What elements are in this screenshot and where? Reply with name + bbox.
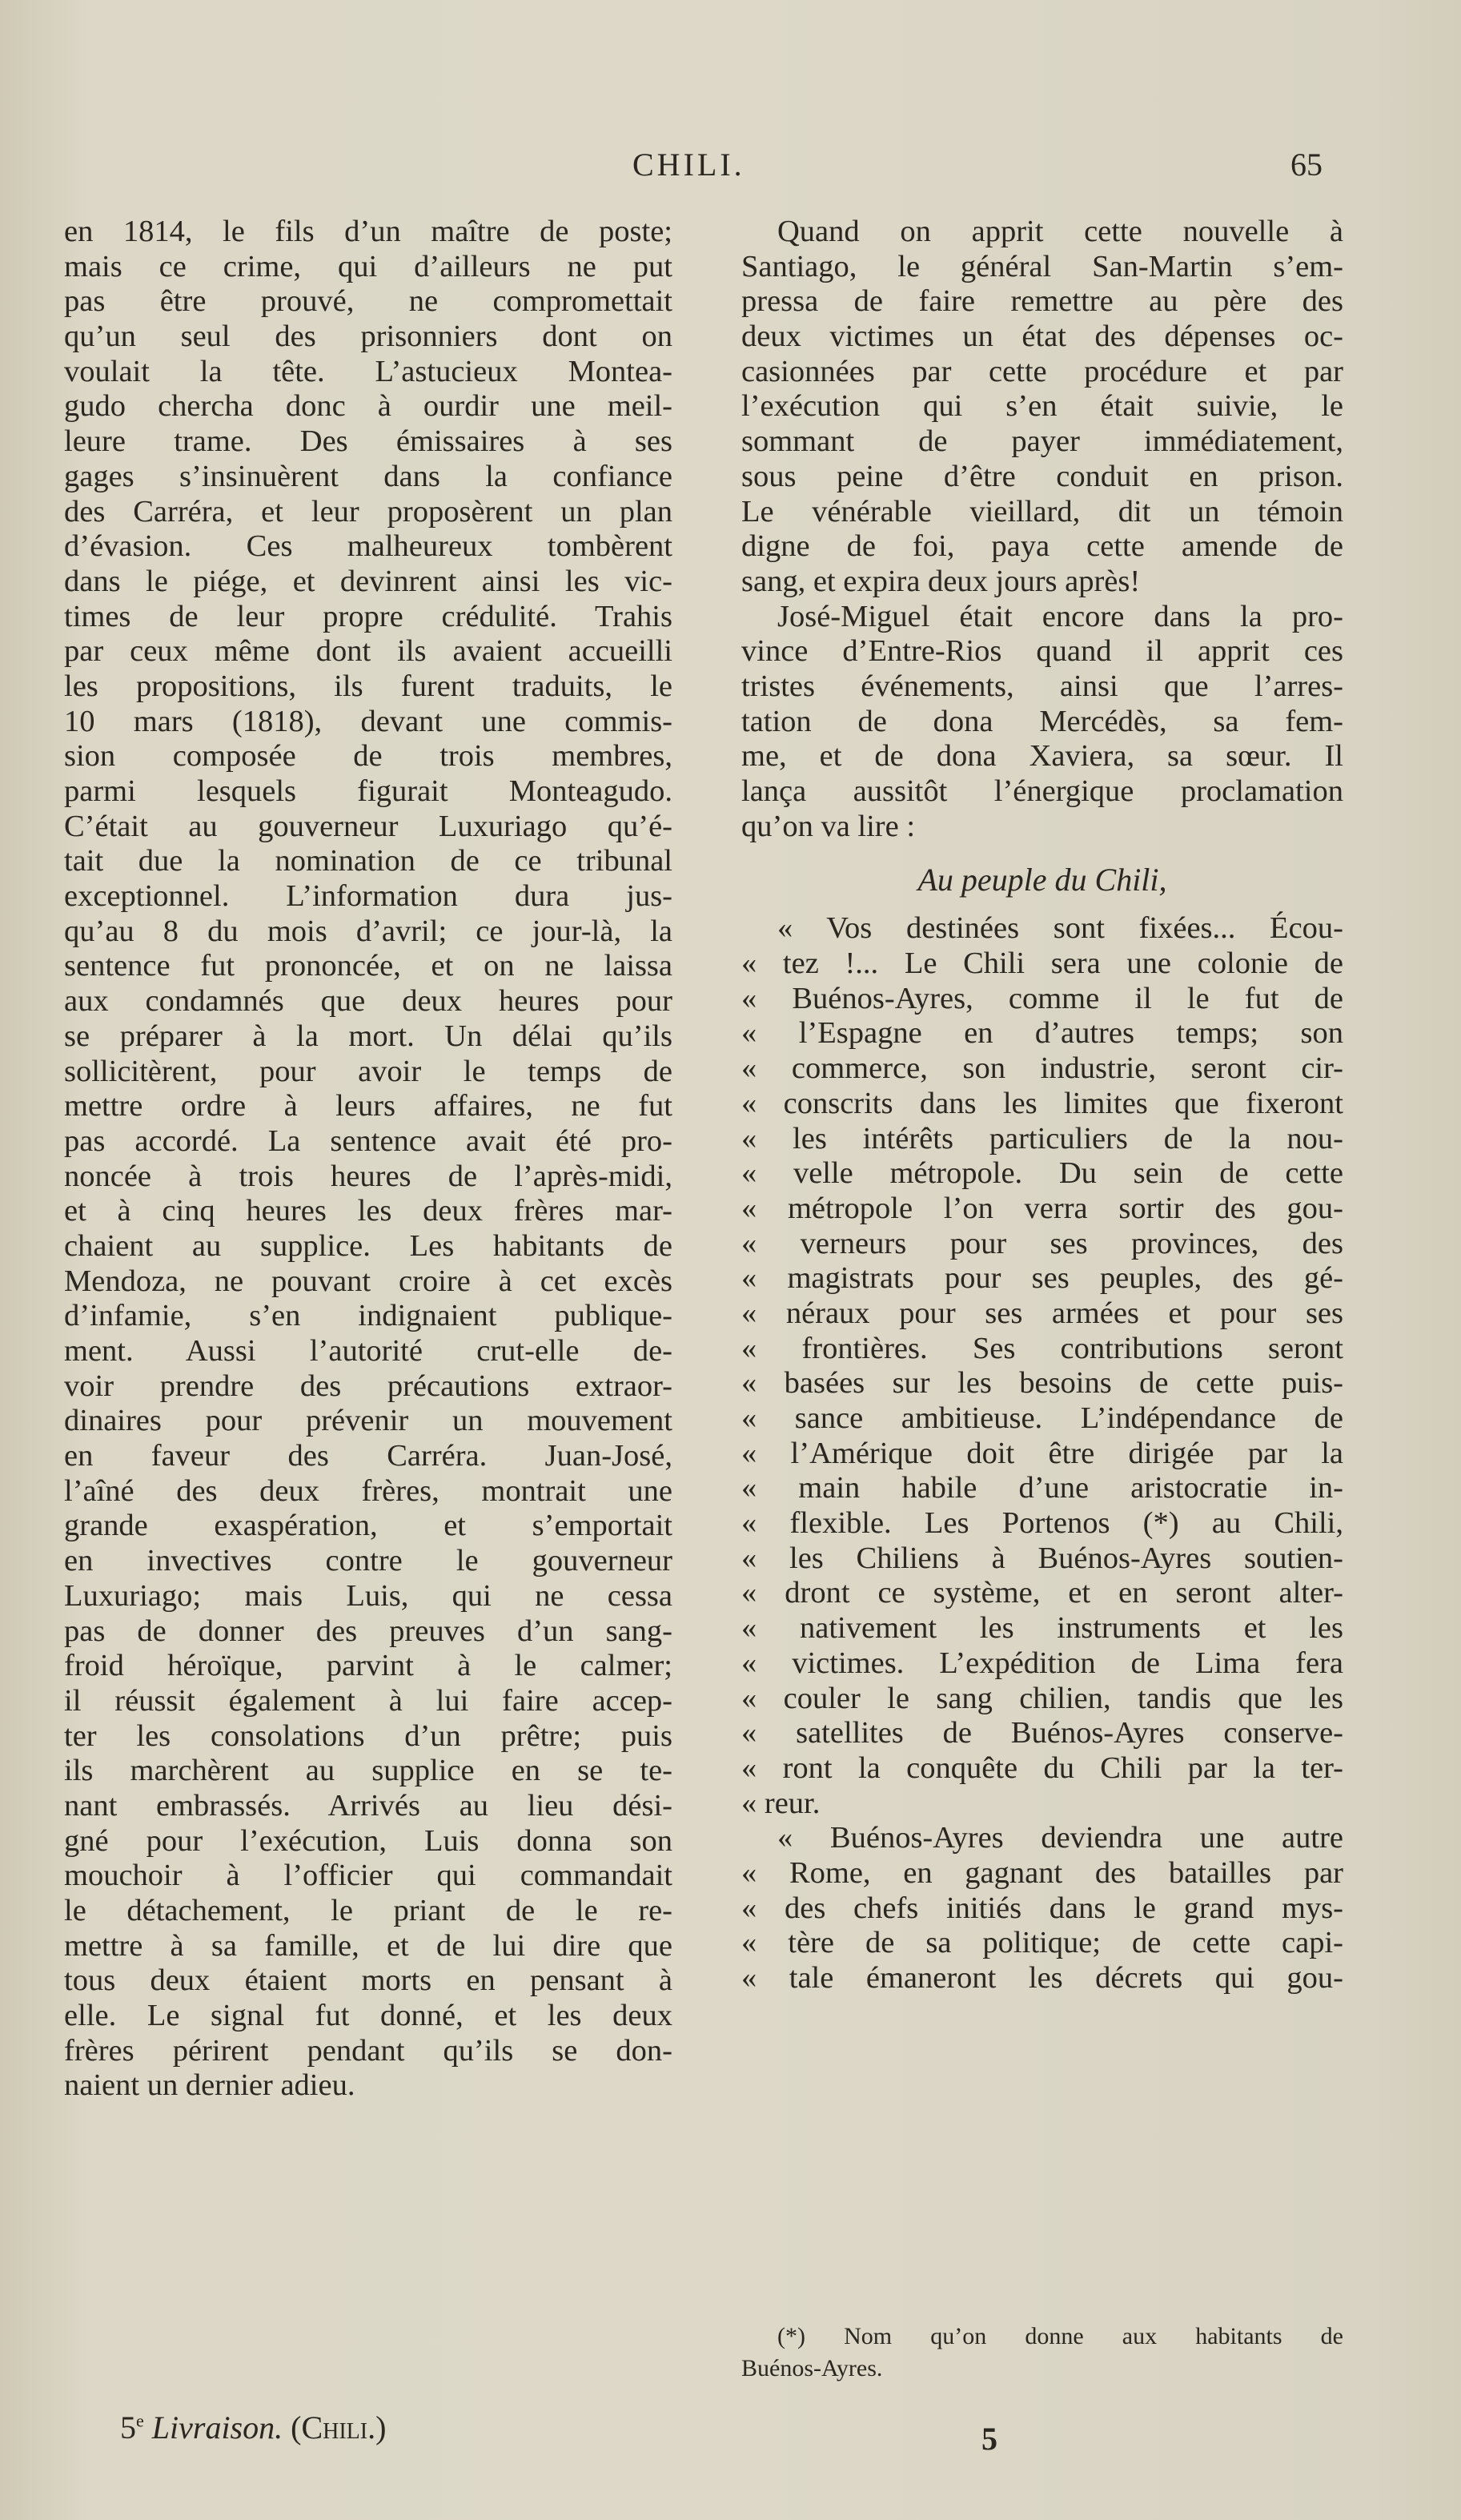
text-line: José-Miguel était encore dans la pro- [777, 599, 1343, 633]
text-line: lança aussitôt l’énergique proclamation [741, 774, 1343, 808]
text-line: Santiago, le général San-Martin s’em- [741, 249, 1343, 283]
text-line: des Carréra, et leur proposèrent un plan [64, 494, 672, 529]
text-line: « dront ce système, et en seront alter- [741, 1576, 1343, 1610]
page-number: 65 [1290, 147, 1323, 183]
text-line: mouchoir à l’officier qui commandait [64, 1859, 672, 1893]
text-line: « tez !... Le Chili sera une colonie de [741, 947, 1343, 981]
running-head [0, 146, 1461, 194]
text-line: exceptionnel. L’information dura jus- [64, 879, 672, 914]
text-line: d’évasion. Ces malheureux tombèrent [64, 529, 672, 564]
text-line: se préparer à la mort. Un délai qu’ils [64, 1019, 672, 1053]
text-line: mais ce crime, qui d’ailleurs ne put [64, 249, 672, 283]
text-line: « couler le sang chilien, tandis que les [741, 1681, 1343, 1715]
text-line: « satellites de Buénos-Ayres conserve- [741, 1716, 1343, 1750]
text-line: grande exaspération, et s’emportait [64, 1509, 672, 1543]
text-line: « frontières. Ses contributions seront [741, 1331, 1343, 1365]
text-line: nant embrassés. Arrivés au lieu dési- [64, 1788, 672, 1823]
text-line: ils marchèrent au supplice en se te- [64, 1754, 672, 1788]
text-line: « sance ambitieuse. L’indépendance de [741, 1401, 1343, 1435]
text-line: « conscrits dans les limites que fixeront [741, 1086, 1343, 1120]
text-line: dans le piége, et devinrent ainsi les vic- [64, 564, 672, 598]
text-line: digne de foi, paya cette amende de [741, 529, 1343, 564]
livraison-number: 5 [120, 2409, 136, 2446]
text-line: sollicitèrent, pour avoir le temps de [64, 1054, 672, 1088]
text-line: parmi lesquels figurait Monteagudo. [64, 774, 672, 808]
livraison-section: (Chili.) [291, 2409, 387, 2446]
text-line: « main habile d’une aristocratie in- [741, 1471, 1343, 1505]
text-line: Buénos-Ayres. [741, 2355, 883, 2381]
text-line: dinaires pour prévenir un mouvement [64, 1404, 672, 1438]
text-line: times de leur propre crédulité. Trahis [64, 599, 672, 633]
text-line: « l’Amérique doit être dirigée par la [741, 1436, 1343, 1470]
text-line: gné pour l’exécution, Luis donna son [64, 1823, 672, 1858]
text-line: elle. Le signal fut donné, et les deux [64, 1999, 672, 2033]
text-line: tait due la nomination de ce tribunal [64, 844, 672, 878]
text-line: « flexible. Les Portenos (*) au Chili, [741, 1506, 1343, 1541]
right-column [741, 215, 1343, 1996]
text-line: pressa de faire remettre au père des [741, 284, 1343, 319]
text-line: « tale émaneront les décrets qui gou- [741, 1961, 1343, 1995]
text-line: Le vénérable vieillard, dit un témoin [741, 494, 1343, 529]
text-line: « les intérêts particuliers de la nou- [741, 1121, 1343, 1156]
text-line: qu’un seul des prisonniers dont on [64, 320, 672, 354]
text-line: par ceux même dont ils avaient accueilli [64, 634, 672, 669]
text-line: deux victimes un état des dépenses oc- [741, 320, 1343, 354]
text-line: vince d’Entre-Rios quand il apprit ces [741, 634, 1343, 669]
text-line: « néraux pour ses armées et pour ses [741, 1296, 1343, 1330]
text-line: ter les consolations d’un prêtre; puis [64, 1718, 672, 1753]
livraison-signature [120, 2409, 386, 2446]
text-line: d’infamie, s’en indignaient publique- [64, 1299, 672, 1333]
text-line: « Buénos-Ayres, comme il le fut de [741, 981, 1343, 1015]
text-line: sous peine d’être conduit en prison. [741, 459, 1343, 493]
text-line: ment. Aussi l’autorité crut-elle de- [64, 1334, 672, 1368]
text-line: naient un dernier adieu. [64, 2068, 355, 2103]
text-line: « les Chiliens à Buénos-Ayres soutien- [741, 1541, 1343, 1575]
text-line: sang, et expira deux jours après! [741, 564, 1141, 598]
text-line: « commerce, son industrie, seront cir- [741, 1051, 1343, 1086]
text-line: l’aîné des deux frères, montrait une [64, 1473, 672, 1508]
text-line: Luxuriago; mais Luis, qui ne cessa [64, 1578, 672, 1613]
text-line: qu’au 8 du mois d’avril; ce jour-là, la [64, 914, 672, 948]
text-line: « reur. [741, 1786, 821, 1820]
text-line: voulait la tête. L’astucieux Montea- [64, 354, 672, 388]
text-line: en faveur des Carréra. Juan-José, [64, 1439, 672, 1473]
text-line: sentence fut prononcée, et on ne laissa [64, 949, 672, 983]
text-line: tous deux étaient morts en pensant à [64, 1963, 672, 1998]
text-line: chaient au supplice. Les habitants de [64, 1228, 672, 1263]
text-line: « victimes. L’expédition de Lima fera [741, 1646, 1343, 1680]
text-line: pas accordé. La sentence avait été pro- [64, 1123, 672, 1158]
text-line: l’exécution qui s’en était suivie, le [741, 389, 1343, 424]
text-line: mettre ordre à leurs affaires, ne fut [64, 1089, 672, 1123]
proclamation-heading: Au peuple du Chili, [917, 862, 1167, 898]
text-line: noncée à trois heures de l’après-midi, [64, 1159, 672, 1193]
text-line: gages s’insinuèrent dans la confiance [64, 459, 672, 493]
text-line: sion composée de trois membres, [64, 739, 672, 774]
text-line: « métropole l’on verra sortir des gou- [741, 1191, 1343, 1225]
text-line: en 1814, le fils d’un maître de poste; [64, 215, 672, 248]
text-line: « nativement les instruments et les [741, 1611, 1343, 1646]
text-line: en invectives contre le gouverneur [64, 1544, 672, 1578]
text-line: casionnées par cette procédure et par [741, 354, 1343, 388]
text-line: qu’on va lire : [741, 809, 916, 843]
text-line: (*) Nom qu’on donne aux habitants de [777, 2323, 1343, 2349]
text-line: « basées sur les besoins de cette puis- [741, 1366, 1343, 1401]
livraison-label: Livraison. [151, 2409, 283, 2446]
text-line: « verneurs pour ses provinces, des [741, 1226, 1343, 1260]
text-line: « des chefs initiés dans le grand mys- [741, 1891, 1343, 1925]
text-line: 10 mars (1818), devant une commis- [64, 704, 672, 738]
text-line: leure trame. Des émissaires à ses [64, 424, 672, 459]
text-line: me, et de dona Xaviera, sa sœur. Il [741, 739, 1343, 774]
text-line: Quand on apprit cette nouvelle à [777, 215, 1343, 248]
text-line: « Rome, en gagnant des batailles par [741, 1855, 1343, 1890]
text-line: frères périrent pendant qu’ils se don- [64, 2033, 672, 2068]
text-line: « tère de sa politique; de cette capi- [741, 1926, 1343, 1960]
text-line: voir prendre des précautions extraor- [64, 1369, 672, 1403]
text-line: « ront la conquête du Chili par la ter- [741, 1750, 1343, 1785]
sheet-signature-number: 5 [981, 2421, 997, 2457]
footnote [741, 2321, 1343, 2385]
text-line: froid héroïque, parvint à le calmer; [64, 1649, 672, 1683]
text-line: « Buénos-Ayres deviendra une autre [777, 1821, 1343, 1855]
text-line: « Vos destinées sont fixées... Écou- [777, 911, 1343, 946]
text-line: Mendoza, ne pouvant croire à cet excès [64, 1264, 672, 1298]
running-title: CHILI. [632, 147, 745, 183]
text-line: « l’Espagne en d’autres temps; son [741, 1016, 1343, 1051]
text-line: sommant de payer immédiatement, [741, 424, 1343, 459]
text-line: tristes événements, ainsi que l’arres- [741, 669, 1343, 703]
text-line: C’était au gouverneur Luxuriago qu’é- [64, 809, 672, 843]
text-line: le détachement, le priant de le re- [64, 1894, 672, 1927]
text-line: et à cinq heures les deux frères mar- [64, 1194, 672, 1228]
text-line: « magistrats pour ses peuples, des gé- [741, 1261, 1343, 1296]
text-line: il réussit également à lui faire accep- [64, 1683, 672, 1718]
text-line: mettre à sa famille, et de lui dire que [64, 1928, 672, 1963]
text-line: tation de dona Mercédès, sa fem- [741, 704, 1343, 738]
text-line: aux condamnés que deux heures pour [64, 984, 672, 1019]
text-line: gudo chercha donc à ourdir une meil- [64, 389, 672, 424]
livraison-sup: e [136, 2410, 144, 2431]
text-line: « velle métropole. Du sein de cette [741, 1156, 1343, 1191]
left-column [64, 215, 672, 2104]
text-line: pas être prouvé, ne compromettait [64, 284, 672, 319]
text-line: pas de donner des preuves d’un sang- [64, 1614, 672, 1648]
text-line: les propositions, ils furent traduits, le [64, 669, 672, 703]
